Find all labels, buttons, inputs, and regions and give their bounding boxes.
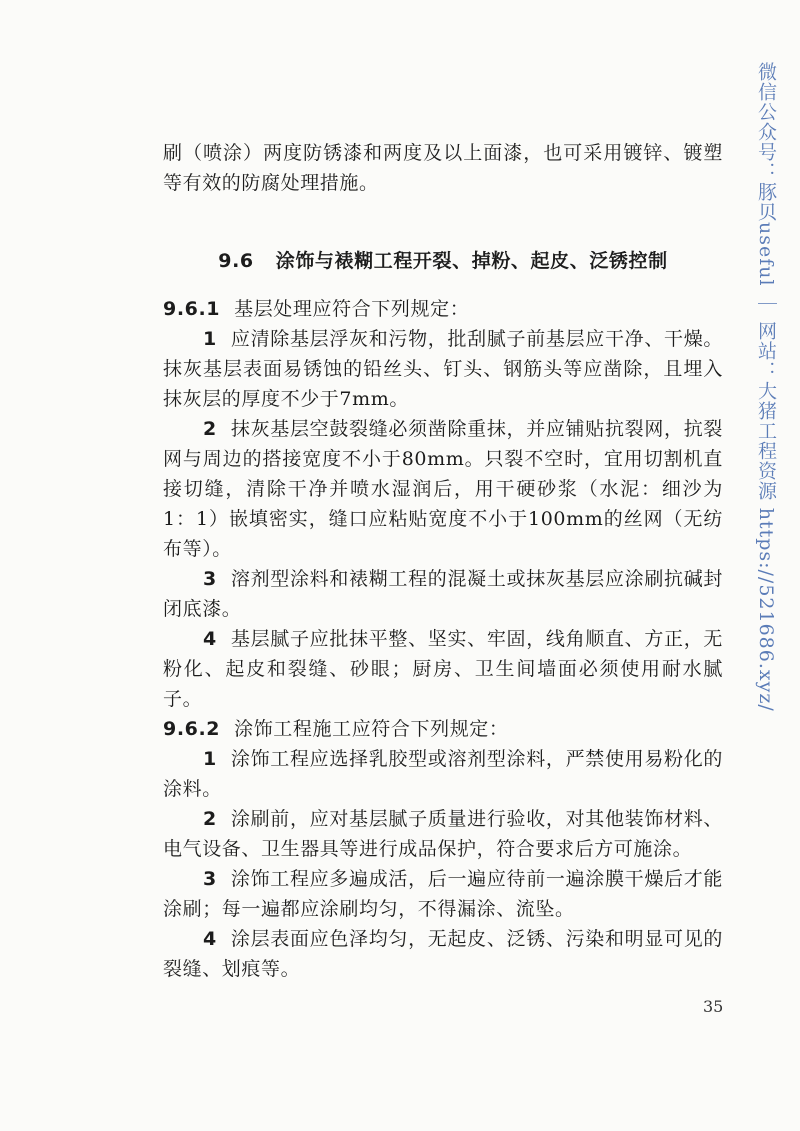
clause-number: 9.6.1 — [163, 298, 221, 320]
clause-9-6-1-item-1 — [163, 324, 723, 414]
clause-number: 9.6.2 — [163, 718, 221, 740]
item-number: 2 — [203, 808, 217, 830]
clause-9-6-2-heading — [163, 714, 723, 744]
clause-9-6-2-item-2 — [163, 804, 723, 864]
clause-9-6-2-item-1 — [163, 744, 723, 804]
item-text: 基层腻子应批抹平整、坚实、牢固，线角顺直、方正，无粉化、起皮和裂缝、砂眼；厨房、卫生间墙面必须使用耐水腻子。 — [163, 628, 723, 710]
clause-9-6-2-item-4 — [163, 924, 723, 984]
section-number: 9.6 — [218, 250, 254, 272]
item-text: 涂层表面应色泽均匀，无起皮、泛锈、污染和明显可见的裂缝、划痕等。 — [163, 928, 723, 980]
page-number: 35 — [703, 997, 724, 1016]
clause-intro: 基层处理应符合下列规定： — [234, 298, 470, 320]
item-number: 3 — [203, 568, 217, 590]
section-title: 涂饰与裱糊工程开裂、掉粉、起皮、泛锈控制 — [275, 250, 668, 272]
clause-9-6-1-item-2 — [163, 414, 723, 564]
item-number: 4 — [203, 628, 217, 650]
item-text: 涂刷前，应对基层腻子质量进行验收，对其他装饰材料、电气设备、卫生器具等进行成品保护，符合要求后方可施涂。 — [163, 808, 723, 860]
item-number: 1 — [203, 748, 217, 770]
item-number: 1 — [203, 328, 217, 350]
watermark-text: 微信公众号：豚贝useful ｜ 网站：大猪工程资源 https://521686.xyz/ — [755, 62, 777, 712]
clause-9-6-1-item-3 — [163, 564, 723, 624]
clause-9-6-1-item-4 — [163, 624, 723, 714]
item-text: 涂饰工程应选择乳胶型或溶剂型涂料，严禁使用易粉化的涂料。 — [163, 748, 723, 800]
page-body — [163, 138, 723, 984]
item-text: 抹灰基层空鼓裂缝必须凿除重抹，并应铺贴抗裂网，抗裂网与周边的搭接宽度不小于80mm。只裂不空时，宜用切割机直接切缝，清除干净并喷水湿润后，用干硬砂浆（水泥：细沙为1：1）嵌填密实，缝口应粘贴宽度不小于100mm的丝网（无纺布等）。 — [163, 418, 723, 560]
item-number: 4 — [203, 928, 217, 950]
item-number: 3 — [203, 868, 217, 890]
clause-intro: 涂饰工程施工应符合下列规定： — [234, 718, 509, 740]
continuation-paragraph: 刷（喷涂）两度防锈漆和两度及以上面漆，也可采用镀锌、镀塑等有效的防腐处理措施。 — [163, 142, 723, 194]
clause-9-6-2-item-3 — [163, 864, 723, 924]
item-text: 溶剂型涂料和裱糊工程的混凝土或抹灰基层应涂刷抗碱封闭底漆。 — [163, 568, 723, 620]
item-text: 涂饰工程应多遍成活，后一遍应待前一遍涂膜干燥后才能涂刷；每一遍都应涂刷均匀，不得漏涂、流坠。 — [163, 868, 723, 920]
clause-9-6-1-heading — [163, 294, 723, 324]
section-heading — [163, 246, 723, 276]
item-text: 应清除基层浮灰和污物，批刮腻子前基层应干净、干燥。抹灰基层表面易锈蚀的铅丝头、钉头、钢筋头等应凿除，且埋入抹灰层的厚度不少于7mm。 — [163, 328, 723, 410]
item-number: 2 — [203, 418, 217, 440]
